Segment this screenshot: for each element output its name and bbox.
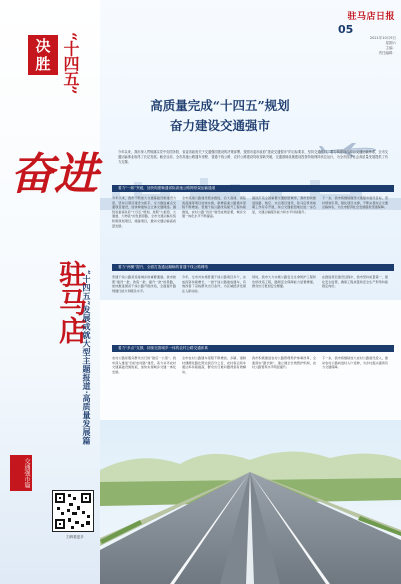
article-column: 下一步，我市将继续加大农村公路建设投入，推动农村公路向进村入户延伸，为乡村振兴提供有力交通保障。 xyxy=(322,356,388,370)
qr-code-pattern xyxy=(53,491,93,531)
article-column: 今年以来，我市不断加大交通基础设施建设力度，坚持以项目建设为抓手，全力推进重点交通项目建设，加快构建综合立体交通网络。围绕省委省政府“十四五”规划，按照“大枢纽、大通道、大物流”的发展思路，全市交通运输系统积极谋划项目，储备项目，推动交通运输高质量发展。 xyxy=(112,196,176,228)
section-tag: 交通强市篇 xyxy=(10,455,32,491)
article-column: 围绕打造全国重要交通枢纽城市，我市加快推进铁路、航空、水运项目建设，驻马店机场前期工作有序开展，综合交通枢纽地位进一步凸显，交通运输服务能力和水平持续提升。 xyxy=(252,196,316,214)
article-column: 下一步，我市将继续围绕交通强市建设目标，坚持规划引领，强化项目支撑，不断完善综合交通运输体系，为全市经济社会发展提供坚强保障。 xyxy=(322,196,388,210)
newspaper-masthead: 驻马店日报 xyxy=(347,12,395,22)
section-heading: 着力“多点”支撑，持续完善城乡一体的农村公路交通体系 xyxy=(118,346,208,350)
vertical-series-subtitle: “十四五”发展成就大型主题报道·高质量发展篇 xyxy=(82,270,92,445)
article-column: 普通干线公路是连接城乡的重要通道。我市按照“建设一批、改造一批、提升一批”的思路，加快推进国省干线公路升级改造，全面提升路网通行能力和服务水平。 xyxy=(112,275,176,293)
article-column: 全市高速公路建设稳步推进，沿大高速、周驻南高速等项目加快实施，新增高速公路通车里程不断增加。普通干线公路改造提升工程持续推进，农村公路“四好”建设成效显著，城乡交通一体化水平不断提高。 xyxy=(182,196,246,219)
city-name: 驻马店 xyxy=(55,260,88,344)
article-column: 同时，我市大力实施公路安全生命防护工程和危桥改造工程，路网安全保障能力显著增强，群众出行更加安全便捷。 xyxy=(252,275,316,289)
date-line: 主编： xyxy=(385,46,396,50)
date-line: 星期六 xyxy=(385,41,396,45)
highway-photo xyxy=(100,420,401,584)
section-heading-bar xyxy=(112,345,394,352)
section-heading: 着力“一纵”突破，加快构建畅通省际高速公路网骨架运输通道 xyxy=(118,186,216,190)
date-block xyxy=(324,36,396,56)
article-column: 农村公路是服务群众出行的“最后一公里”。我市深入推进“四好农村路”建设，着力补齐农村交通基础设施短板，加快实现城乡交通一体化发展。 xyxy=(112,356,176,374)
jue-sheng-label: 决胜 xyxy=(28,35,58,75)
date-line: 2021年10月9日 xyxy=(369,36,396,40)
headline-line-1: 高质量完成“十四五”规划 xyxy=(150,98,290,113)
section-heading: 着力“两横”提升，全面打造通达顺畅的普通干线公路网络 xyxy=(118,265,208,269)
lead-paragraph: 今年以来，我市深入贯彻落实党中央国务院、省委省政府关于交通强国建设的决策部署，按照市委市政府“建设交通强市”的目标要求，坚持交通先行，着力构建现代综合交通运输体系，全市交通运输事业取得了长足发展。截至目前，全市高速公路通车里程、普通干线公路、农村公路建设均取得新突破，交通基础设施建设投资持续保持高位运行，为全市经济社会高质量发展提供了有力支撑。 xyxy=(118,150,388,164)
qr-caption: 扫码看更多 xyxy=(66,535,84,539)
section-heading-bar xyxy=(112,264,394,271)
section-heading-bar xyxy=(112,185,394,192)
page-number: 05 xyxy=(338,23,354,36)
fenjin-calligraphy: 奋进 xyxy=(10,149,98,200)
shiwu-plan-label: “十四五” xyxy=(61,32,80,94)
headline-line-2: 奋力建设交通强市 xyxy=(169,118,270,133)
article-column: 在推进项目建设过程中，我市坚持质量第一，强化安全监管，确保工程质量和安全生产形势持续稳定向好。 xyxy=(322,275,388,289)
date-line: 责任编辑： xyxy=(378,51,396,55)
article-column: 全市农村公路通车里程不断增加，乡镇、建制村通硬化路比例达到百分之百，农村客运班车通达率持续提高，群众出行难问题得到有效解决。 xyxy=(182,356,246,374)
qr-code[interactable] xyxy=(52,490,94,532)
article-column: 今年，全市共实施普通干线公路项目多个，完成投资持续增长，一批干线公路建成通车，有效改善了沿线群众出行条件，为区域经济发展注入新动能。 xyxy=(182,275,246,293)
article-column: 我市积极推进农村公路管理养护体制改革，全面落实“路长制”，建立健全长效管护机制，农村公路管养水平明显提升。 xyxy=(252,356,316,370)
